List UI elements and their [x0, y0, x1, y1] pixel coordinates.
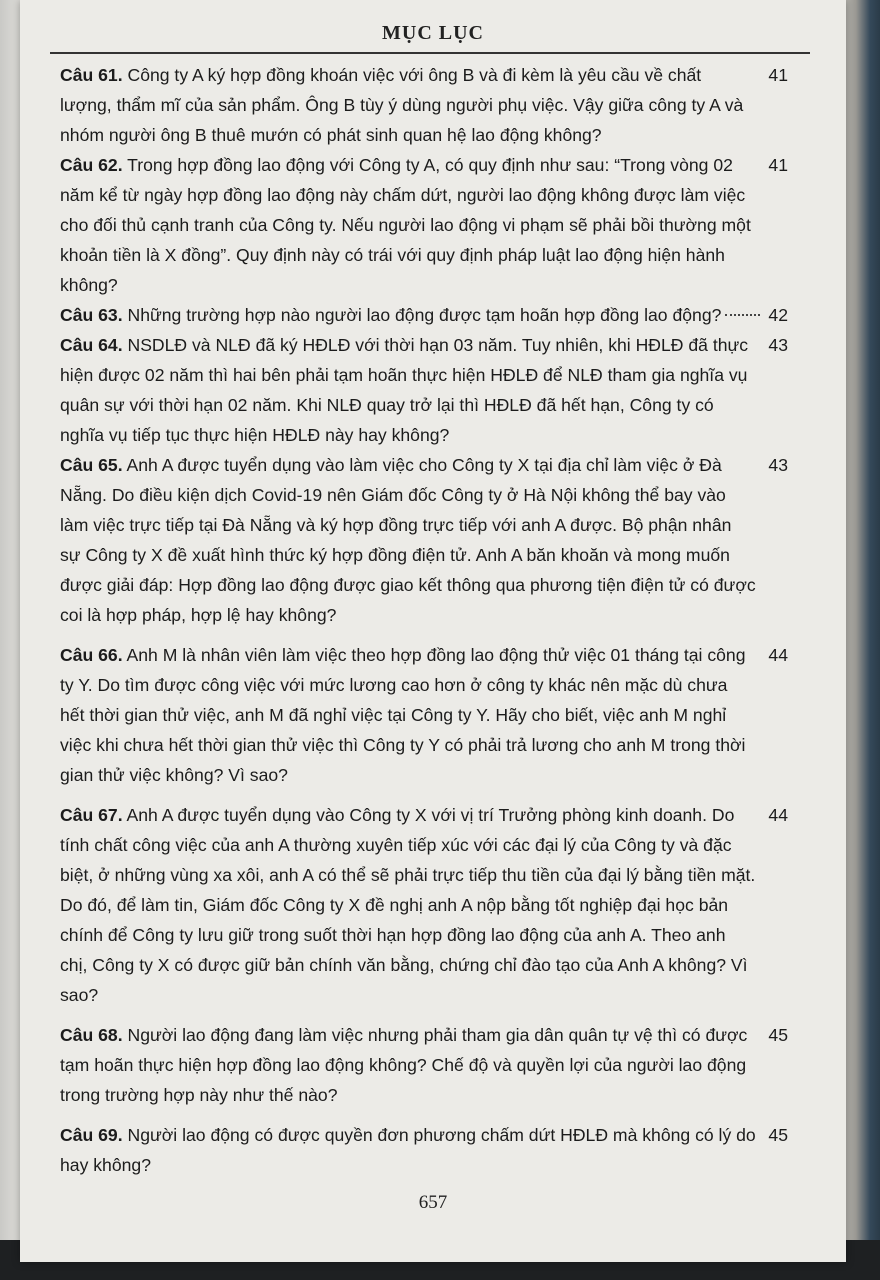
entry-page-number: 43 — [768, 455, 788, 475]
entry-page-number: 44 — [768, 805, 788, 825]
question-number: Câu 68. — [60, 1025, 123, 1045]
toc-entry — [60, 300, 788, 330]
entry-page-number: 44 — [768, 645, 788, 665]
question-number: Câu 69. — [60, 1125, 123, 1145]
question-text: Anh A được tuyển dụng vào Công ty X với vị trí Trưởng phòng kinh doanh. Do tính chất công việc của anh A thường xuyên tiếp xúc với các đại lý của Công ty và đặc biệt, ở những vùng xa xôi, anh A có thể sẽ phải trực tiếp thu tiền của đại lý bằng tiền mặt. Do đó, để làm tin, Giám đốc Công ty X đề nghị anh A nộp bằng tốt nghiệp đại học bản chính để Công ty lưu giữ trong suốt thời hạn hợp đồng lao động của anh A. Theo anh chị, Công ty X có được giữ bản chính văn bằng, chứng chỉ đào tạo của Anh A không? Vì sao? — [60, 805, 756, 1005]
question-number: Câu 65. — [60, 455, 123, 475]
entry-page-number: 43 — [768, 335, 788, 355]
toc-entry — [60, 60, 788, 150]
entry-page-number: 41 — [768, 65, 788, 85]
toc-entry — [60, 800, 788, 1010]
page-number: 657 — [418, 1192, 448, 1213]
question-number: Câu 66. — [60, 645, 123, 665]
entry-page-number: 45 — [768, 1125, 788, 1145]
dot-leader — [725, 314, 760, 316]
question-text: Người lao động đang làm việc nhưng phải tham gia dân quân tự vệ thì có được tạm hoãn thực hiện hợp đồng lao động không? Chế độ và quyền lợi của người lao động trong trường hợp này như thế nào? — [60, 1025, 748, 1105]
toc-entry — [60, 640, 788, 790]
question-number: Câu 67. — [60, 805, 123, 825]
toc-entry — [60, 1020, 788, 1110]
question-text: Anh A được tuyển dụng vào làm việc cho Công ty X tại địa chỉ làm việc ở Đà Nẵng. Do điều kiện dịch Covid-19 nên Giám đốc Công ty ở Hà Nội không thể bay vào làm việc trực tiếp tại Đà Nẵng và ký hợp đồng trực tiếp với anh A được. Bộ phận nhân sự Công ty X đề xuất hình thức ký hợp đồng điện tử. Anh A băn khoăn và mong muốn được giải đáp: Hợp đồng lao động được giao kết thông qua phương tiện điện tử có được coi là hợp pháp, hợp lệ hay không? — [60, 455, 756, 625]
header-rule — [50, 52, 810, 54]
entry-page-number: 42 — [768, 305, 788, 325]
toc-entry — [60, 150, 788, 300]
question-text: Công ty A ký hợp đồng khoán việc với ông B và đi kèm là yêu cầu về chất lượng, thẩm mĩ của sản phẩm. Ông B tùy ý dùng người phụ việc. Vậy giữa công ty A và nhóm người ông B thuê mướn có phát sinh quan hệ lao động không? — [60, 65, 744, 145]
question-text: NSDLĐ và NLĐ đã ký HĐLĐ với thời hạn 03 năm. Tuy nhiên, khi HĐLĐ đã thực hiện được 02 năm thì hai bên phải tạm hoãn thực hiện HĐLĐ để NLĐ tham gia nghĩa vụ quân sự với thời hạn 02 năm. Khi NLĐ quay trở lại thì HĐLĐ đã hết hạn, Công ty có nghĩa vụ tiếp tục thực hiện HĐLĐ này hay không? — [60, 335, 749, 445]
page-title: MỤC LỤC — [382, 22, 484, 44]
book-edge-right — [840, 0, 880, 1280]
question-number: Câu 63. — [60, 305, 123, 325]
entry-page-number: 41 — [768, 155, 788, 175]
toc-list — [60, 60, 788, 1180]
question-number: Câu 64. — [60, 335, 123, 355]
question-number: Câu 62. — [60, 155, 123, 175]
toc-entry — [60, 1120, 788, 1180]
question-number: Câu 61. — [60, 65, 123, 85]
question-text: Người lao động có được quyền đơn phương chấm dứt HĐLĐ mà không có lý do hay không? — [60, 1125, 756, 1175]
book-page — [20, 0, 846, 1262]
entry-page-number: 45 — [768, 1025, 788, 1045]
question-text: Anh M là nhân viên làm việc theo hợp đồng lao động thử việc 01 tháng tại công ty Y. Do tìm được công việc với mức lương cao hơn ở công ty khác nên mặc dù chưa hết thời gian thử việc, anh M đã nghỉ việc tại Công ty Y. Hãy cho biết, việc anh M nghỉ việc khi chưa hết thời gian thử việc thì Công ty Y có phải trả lương cho anh M trong thời gian thử việc không? Vì sao? — [60, 645, 746, 785]
question-text: Những trường hợp nào người lao động được tạm hoãn hợp đồng lao động? — [127, 305, 722, 325]
question-text: Trong hợp đồng lao động với Công ty A, có quy định như sau: “Trong vòng 02 năm kể từ ngày hợp đồng lao động này chấm dứt, người lao động không được làm việc cho đối thủ cạnh tranh của Công ty. Nếu người lao động vi phạm sẽ phải bồi thường một khoản tiền là X đồng”. Quy định này có trái với quy định pháp luật lao động hiện hành không? — [60, 155, 751, 295]
toc-entry — [60, 330, 788, 450]
toc-entry — [60, 450, 788, 630]
